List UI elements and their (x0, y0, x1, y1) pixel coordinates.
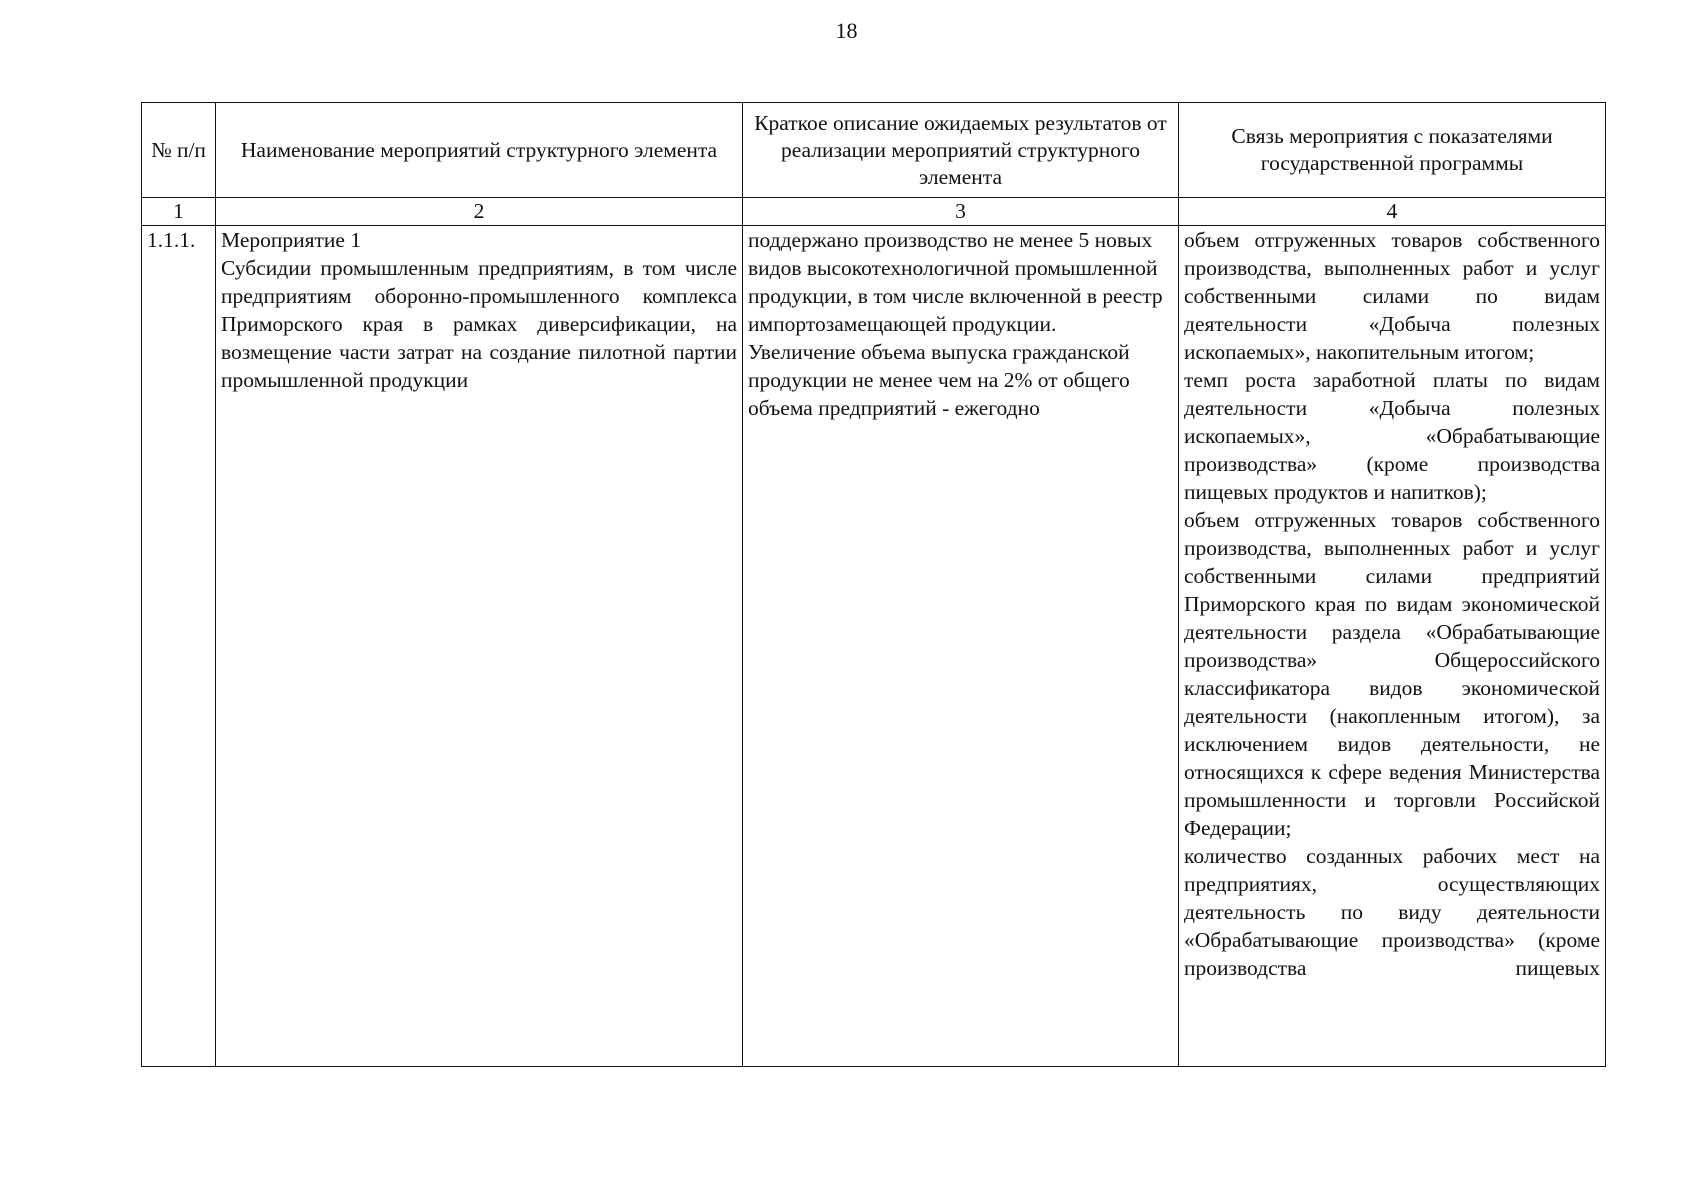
indicator-item: объем отгруженных товаров собственного производства, выполненных работ и услуг собственными силами по видам деятельности «Добыча полезных ископаемых», накопительным итогом; (1184, 228, 1600, 364)
measure-name-cell (216, 226, 743, 1067)
measure-name: Субсидии промышленным предприятиям, в том числе предприятиям оборонно-промышленного комплекса Приморского края в рамках диверсификации, на возмещение части затрат на создание пилотной партии промышленной продукции (221, 256, 737, 392)
description-cell (743, 226, 1179, 1067)
description-paragraph: поддержано производство не менее 5 новых видов высокотехнологичной промышленной продукции, в том числе включенной в реестр импортозамещающей продукции. (748, 228, 1163, 336)
header-description: Краткое описание ожидаемых результатов от реализации мероприятий структурного элемента (743, 103, 1179, 198)
column-number: 1 (142, 198, 216, 226)
column-numbers-row (142, 198, 1606, 226)
page-number: 18 (835, 18, 858, 43)
column-number: 4 (1179, 198, 1606, 226)
table-row (142, 226, 1606, 1067)
indicator-item: темп роста заработной платы по видам деятельности «Добыча полезных ископаемых», «Обрабатывающие производства» (кроме производства пищевых продуктов и напитков); (1184, 368, 1600, 504)
header-num: № п/п (142, 103, 216, 198)
description-paragraph: Увеличение объема выпуска гражданской продукции не менее чем на 2% от общего объема предприятий - ежегодно (748, 340, 1130, 420)
measure-title: Мероприятие 1 (221, 228, 362, 252)
column-number: 3 (743, 198, 1179, 226)
header-link: Связь мероприятия с показателями государственной программы (1179, 103, 1606, 198)
row-number: 1.1.1. (142, 226, 216, 1067)
header-name: Наименование мероприятий структурного элемента (216, 103, 743, 198)
header-row (142, 103, 1606, 198)
column-number: 2 (216, 198, 743, 226)
indicator-item: количество созданных рабочих мест на предприятиях, осуществляющих деятельность по виду деятельности «Обрабатывающие производства» (кроме производства пищевых (1184, 844, 1600, 980)
indicator-item: объем отгруженных товаров собственного производства, выполненных работ и услуг собственными силами предприятий Приморского края по видам экономической деятельности раздела «Обрабатывающие производства» Общероссийского классификатора видов экономической деятельности (накопленным итогом), за исключением видов деятельности, не относящихся к сфере ведения Министерства промышленности и торговли Российской Федерации; (1184, 508, 1600, 840)
indicators-cell (1179, 226, 1606, 1067)
measures-table (141, 102, 1606, 1067)
